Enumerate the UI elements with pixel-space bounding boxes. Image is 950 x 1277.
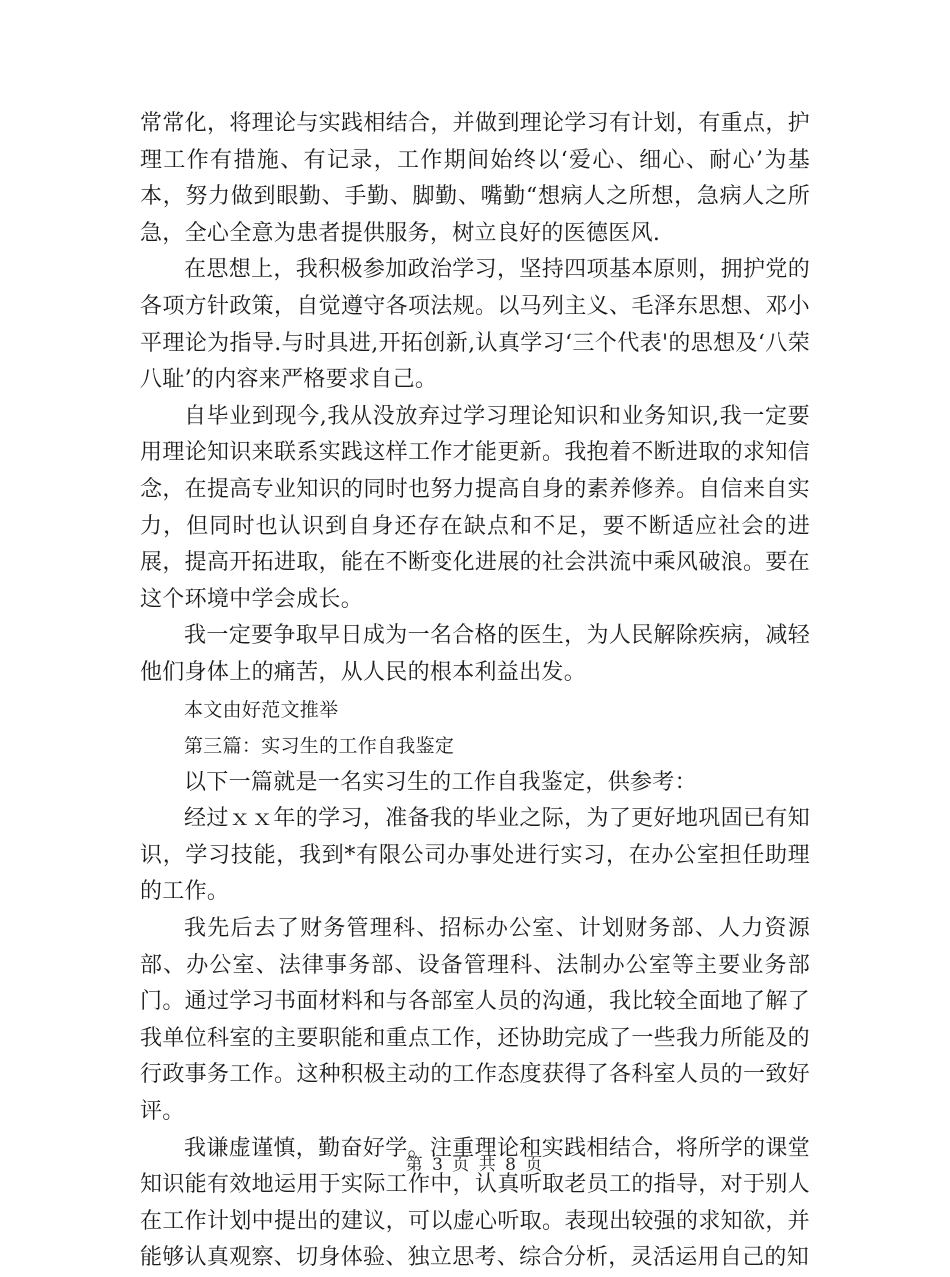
paragraph-departments: 我先后去了财务管理科、招标办公室、计划财务部、人力资源部、办公室、法律事务部、设备管理科、法制办公室等主要业务部门。通过学习书面材料和与各部室人员的沟通，我比较全面地了解了我单位科室的主要职能和重点工作，还协助完成了一些我力所能及的行政事务工作。这种积极主动的工作态度获得了各科室人员的一致好评。 xyxy=(140,916,810,1125)
page-number: 第 3 页 共 8 页 xyxy=(405,1155,545,1175)
paragraph-recommendation: 本文由好范文推举 xyxy=(184,698,339,721)
paragraph-internship: 经过ｘｘ年的学习，准备我的毕业之际，为了更好地巩固已有知识，学习技能，我到*有限公司办事处进行实习，在办公室担任助理的工作。 xyxy=(140,806,810,905)
paragraph-intro: 以下一篇就是一名实习生的工作自我鉴定，供参考： xyxy=(184,769,697,795)
section-heading: 第三篇：实习生的工作自我鉴定 xyxy=(184,735,455,758)
paragraph-goal: 我一定要争取早日成为一名合格的医生，为人民解除疾病，减轻他们身体上的痛苦，从人民的根本利益出发。 xyxy=(140,623,810,685)
paragraph-learning: 自毕业到现今,我从没放弃过学习理论知识和业务知识,我一定要用理论知识来联系实践这样工作才能更新。我抱着不断进取的求知信念，在提高专业知识的同时也努力提高自身的素养修养。自信来自实力，但同时也认识到自身还存在缺点和不足，要不断适应社会的进展，提高开拓进取，能在不断变化进展的社会洪流中乘风破浪。要在这个环境中学会成长。 xyxy=(140,403,810,612)
paragraph-attitude: 我谦虚谨慎，勤奋好学。注重理论和实践相结合，将所学的课堂知识能有效地运用于实际工作中，认真听取老员工的指导，对于别人在工作计划中提出的建议，可以虚心听取。表现出较强的求知欲，并能够认真观察、切身体验、独立思考、综合分析，灵活运用自己的知 xyxy=(140,1135,810,1271)
document-body xyxy=(140,106,810,1277)
paragraph-ideology: 在思想上，我积极参加政治学习，坚持四项基本原则，拥护党的各项方针政策，自觉遵守各项法规。以马列主义、毛泽东思想、邓小平理论为指导.与时具进,开拓创新,认真学习‘三个代表'的思想及‘八荣八耻’的内容来严格要求自己。 xyxy=(140,257,810,393)
paragraph-continued: 常常化，将理论与实践相结合，并做到理论学习有计划，有重点，护理工作有措施、有记录，工作期间始终以‘爱心、细心、耐心’为基本，努力做到眼勤、手勤、脚勤、嘴勤“想病人之所想，急病人之所急，全心全意为患者提供服务，树立良好的医德医风. xyxy=(140,111,810,246)
